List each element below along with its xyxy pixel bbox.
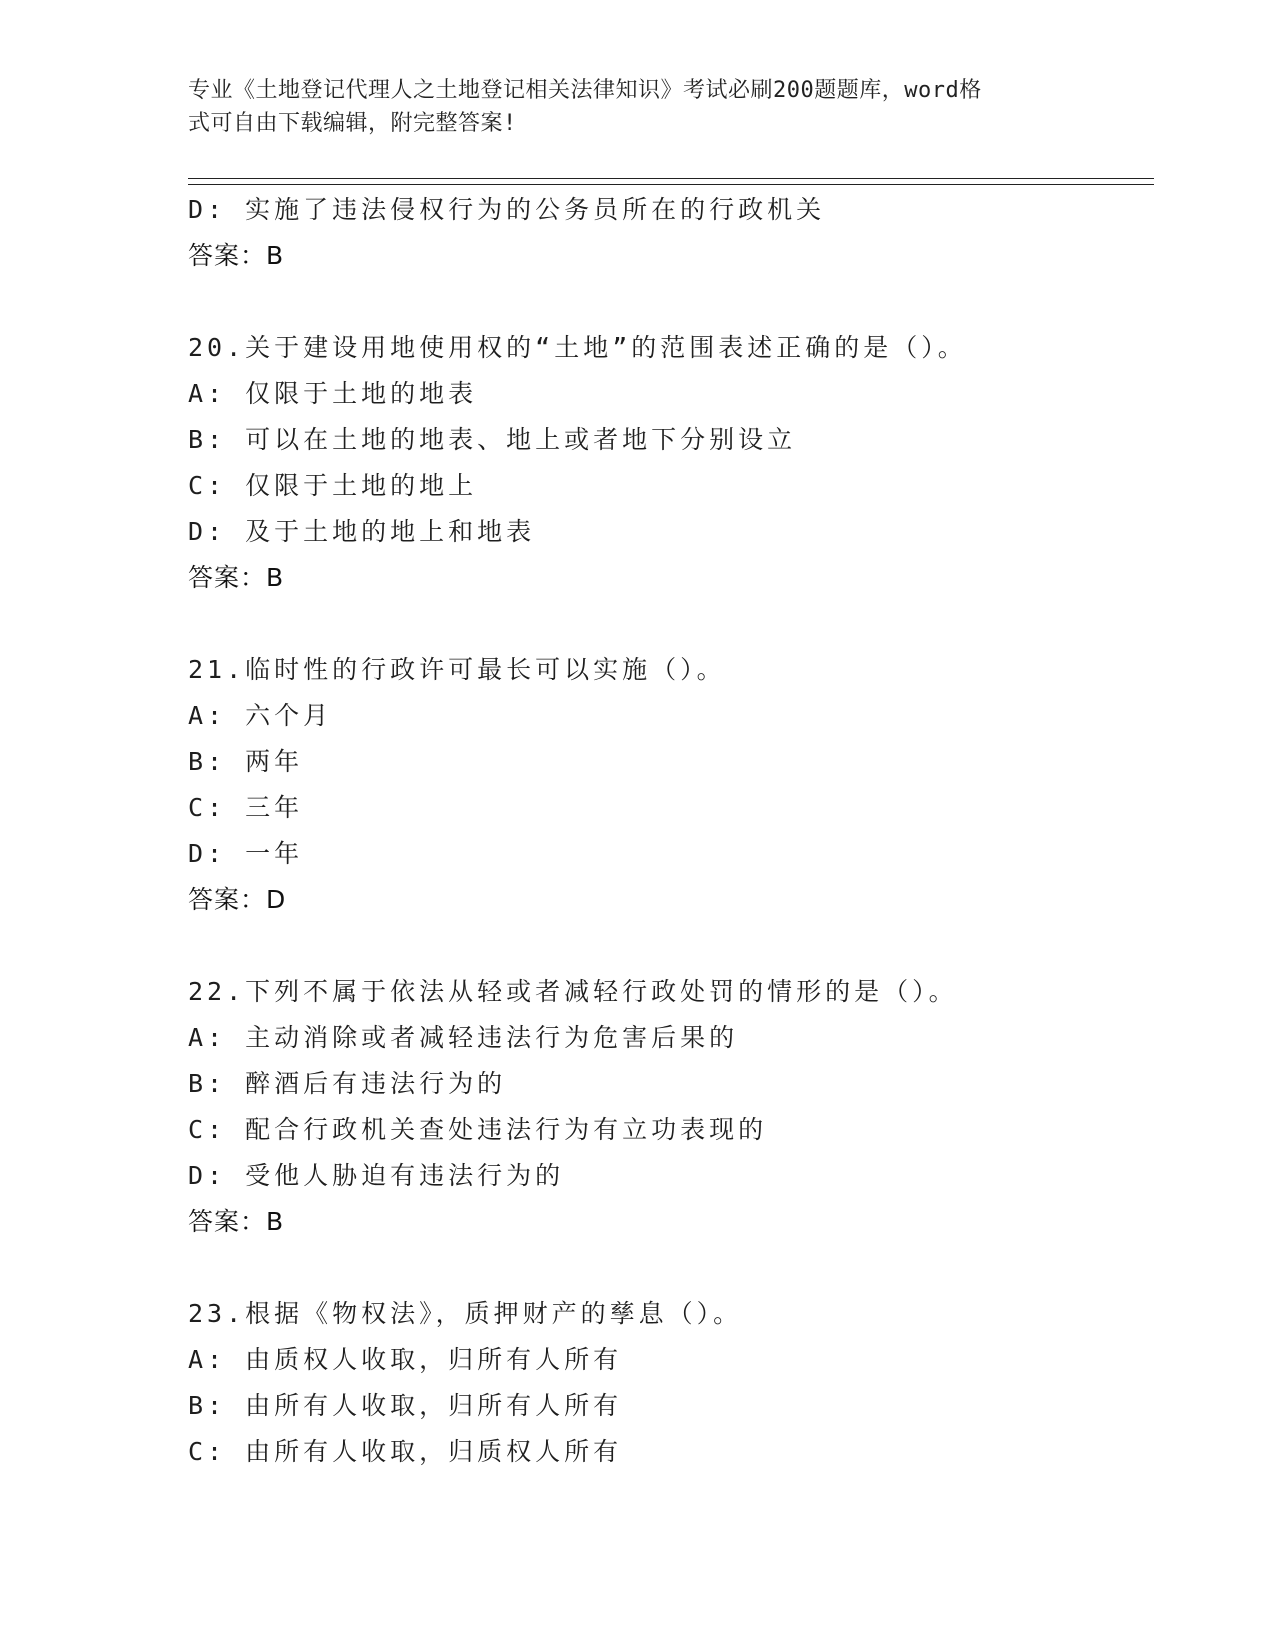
question-list bbox=[188, 187, 1148, 1475]
option-b: B: 醉酒后有违法行为的 bbox=[188, 1069, 507, 1098]
question-23 bbox=[188, 1291, 1148, 1475]
option-a: A: 由质权人收取，归所有人所有 bbox=[188, 1345, 623, 1374]
option-a: A: 六个月 bbox=[188, 701, 333, 730]
option-a: A: 仅限于土地的地表 bbox=[188, 379, 478, 408]
answer-value: B bbox=[266, 241, 285, 270]
option-c: C: 仅限于土地的地上 bbox=[188, 471, 478, 500]
question-stem: 20.关于建设用地使用权的“土地”的范围表述正确的是（）。 bbox=[188, 333, 967, 362]
answer-label: 答案： bbox=[188, 563, 267, 592]
answer-line bbox=[188, 555, 1148, 601]
question-20 bbox=[188, 325, 1148, 601]
answer-label: 答案： bbox=[188, 1207, 267, 1236]
option-c: C: 由所有人收取，归质权人所有 bbox=[188, 1437, 623, 1466]
header-line-1: 专业《土地登记代理人之土地登记相关法律知识》考试必刷200题题库，word格 bbox=[188, 78, 982, 103]
option-b: B: 两年 bbox=[188, 747, 304, 776]
option-d: D: 实施了违法侵权行为的公务员所在的行政机关 bbox=[188, 195, 826, 224]
answer-label: 答案： bbox=[188, 241, 267, 270]
answer-value: D bbox=[266, 885, 287, 914]
question-22 bbox=[188, 969, 1148, 1245]
question-stem: 22.下列不属于依法从轻或者减轻行政处罚的情形的是（）。 bbox=[188, 977, 958, 1006]
answer-line bbox=[188, 877, 1148, 923]
answer-line bbox=[188, 233, 1148, 279]
option-b: B: 由所有人收取，归所有人所有 bbox=[188, 1391, 623, 1420]
option-d: D: 及于土地的地上和地表 bbox=[188, 517, 536, 546]
option-d: D: 受他人胁迫有违法行为的 bbox=[188, 1161, 565, 1190]
header-divider bbox=[188, 178, 1154, 185]
option-a: A: 主动消除或者减轻违法行为危害后果的 bbox=[188, 1023, 739, 1052]
answer-value: B bbox=[266, 1207, 285, 1236]
answer-line bbox=[188, 1199, 1148, 1245]
document-header bbox=[188, 74, 1068, 140]
header-line-2: 式可自由下载编辑，附完整答案! bbox=[188, 111, 517, 136]
question-21 bbox=[188, 647, 1148, 923]
option-c: C: 配合行政机关查处违法行为有立功表现的 bbox=[188, 1115, 768, 1144]
option-b: B: 可以在土地的地表、地上或者地下分别设立 bbox=[188, 425, 797, 454]
option-d: D: 一年 bbox=[188, 839, 304, 868]
question-stem: 21.临时性的行政许可最长可以实施（）。 bbox=[188, 655, 726, 684]
answer-value: B bbox=[266, 563, 285, 592]
question-stem: 23.根据《物权法》，质押财产的孳息（）。 bbox=[188, 1299, 743, 1328]
option-c: C: 三年 bbox=[188, 793, 304, 822]
answer-label: 答案： bbox=[188, 885, 267, 914]
